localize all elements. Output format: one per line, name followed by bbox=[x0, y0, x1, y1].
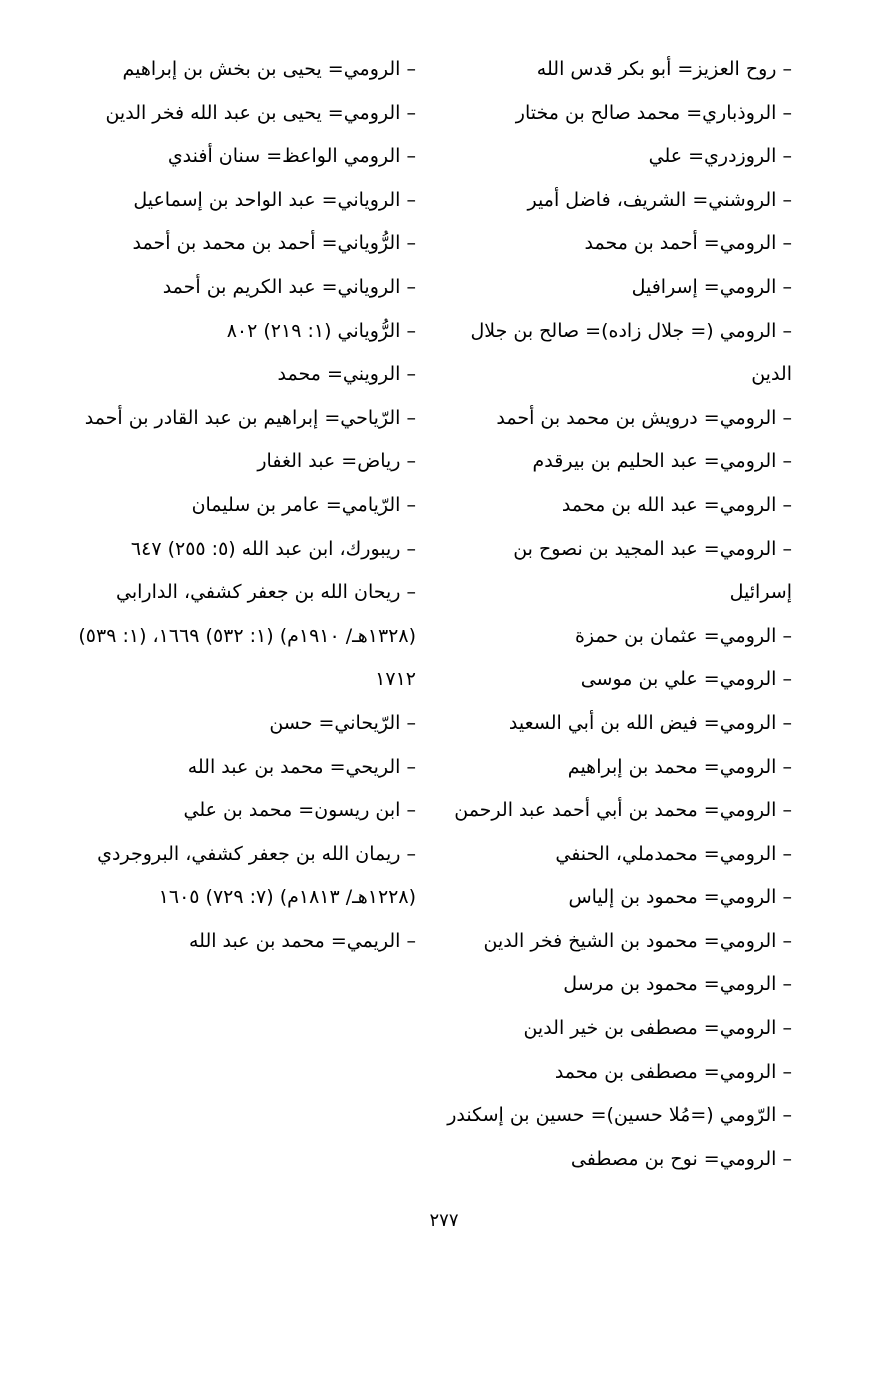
index-entry: – الرومي= محمد بن أبي أحمد عبد الرحمن bbox=[454, 799, 792, 822]
index-entry: – الرومي= مصطفى بن خير الدين bbox=[523, 1017, 792, 1040]
index-entry: – الرومي= محمود بن الشيخ فخر الدين bbox=[483, 929, 792, 952]
index-entry: – ريبورك، ابن عبد الله (٥: ٢٥٥) ٦٤٧ bbox=[130, 537, 416, 560]
index-entry: – الرومي الواعظ= سنان أفندي bbox=[167, 145, 416, 168]
index-entry: – ريحان الله بن جعفر كشفي، الدارابي (١٣٢٨هـ/ ١٩١٠م) (١: ٥٣٢) ١٦٦٩، (١: ٥٣٩) ١٧١٢ bbox=[78, 581, 416, 691]
index-entry: – الرّيحاني= حسن bbox=[269, 711, 416, 734]
index-entry: – الرومي= إسرافيل bbox=[631, 275, 792, 298]
index-entry: – الرومي= يحيى بن بخش بن إبراهيم bbox=[122, 58, 416, 80]
index-entry: – الرومي= يحيى بن عبد الله فخر الدين bbox=[105, 101, 416, 124]
index-entry: – الريحي= محمد بن عبد الله bbox=[187, 755, 416, 778]
index-entry: – الرُّوياني= أحمد بن محمد بن أحمد bbox=[132, 232, 416, 255]
index-entry: – الروياني= عبد الكريم بن أحمد bbox=[162, 275, 416, 298]
index-entry: – الرومي= درويش بن محمد بن أحمد bbox=[496, 406, 792, 429]
index-entry: – الرومي= مصطفى بن محمد bbox=[554, 1060, 792, 1083]
index-entry: – الرومي= عبد الحليم بن بيرقدم bbox=[532, 450, 792, 473]
index-entry: – الرّومي (=مُلا حسين)= حسين بن إسكندر bbox=[447, 1104, 792, 1127]
index-entry: – الرومي= علي بن موسى bbox=[580, 668, 792, 691]
index-entry: – الروذباري= محمد صالح بن مختار bbox=[515, 101, 792, 124]
index-entry: – الرومي= محمود بن إلياس bbox=[568, 886, 792, 909]
index-entry: – الرومي= أحمد بن محمد bbox=[584, 232, 792, 255]
index-entry: – الرومي= نوح بن مصطفى bbox=[570, 1147, 792, 1170]
index-entry: – الرّيامي= عامر بن سليمان bbox=[191, 493, 416, 516]
index-entry: – الرومي= محمود بن مرسل bbox=[563, 973, 792, 996]
index-entry: – الرُّوياني (١: ٢١٩) ٨٠٢ bbox=[226, 319, 416, 342]
index-entry: – الرّياحي= إبراهيم بن عبد القادر بن أحمد bbox=[84, 406, 416, 429]
index-entry: – الروشني= الشريف، فاضل أمير bbox=[527, 188, 792, 211]
index-entry: – الروزدري= علي bbox=[648, 145, 792, 168]
index-entry: – الرومي= عثمان بن حمزة bbox=[574, 624, 792, 647]
index-entry: – الرومي (= جلال زاده)= صالح بن جلال الدين bbox=[470, 319, 792, 386]
index-entry: – ابن ريسون= محمد بن علي bbox=[183, 799, 416, 822]
index-entry: – الروياني= عبد الواحد بن إسماعيل bbox=[133, 188, 416, 211]
page-number: ٢٧٧ bbox=[429, 1210, 459, 1231]
index-entry: – رياض= عبد الغفار bbox=[257, 450, 416, 473]
index-entry: – روح العزيز= أبو بكر قدس الله bbox=[536, 58, 792, 80]
right-index-column bbox=[446, 48, 792, 1181]
left-index-column bbox=[70, 48, 416, 963]
index-entry: – الريمي= محمد بن عبد الله bbox=[188, 929, 416, 952]
index-entry: – الرومي= محمدملي، الحنفي bbox=[555, 842, 792, 865]
index-entry: – الرومي= محمد بن إبراهيم bbox=[567, 755, 792, 778]
index-entry: – الرومي= عبد المجيد بن نصوح بن إسرائيل bbox=[513, 537, 792, 604]
index-entry: – الرومي= عبد الله بن محمد bbox=[561, 493, 792, 516]
index-entry: – ريمان الله بن جعفر كشفي، البروجردي (١٢٢٨هـ/ ١٨١٣م) (٧: ٧٢٩) ١٦٠٥ bbox=[97, 842, 416, 909]
index-entry: – الرويني= محمد bbox=[277, 363, 416, 386]
index-entry: – الرومي= فيض الله بن أبي السعيد bbox=[508, 711, 792, 734]
